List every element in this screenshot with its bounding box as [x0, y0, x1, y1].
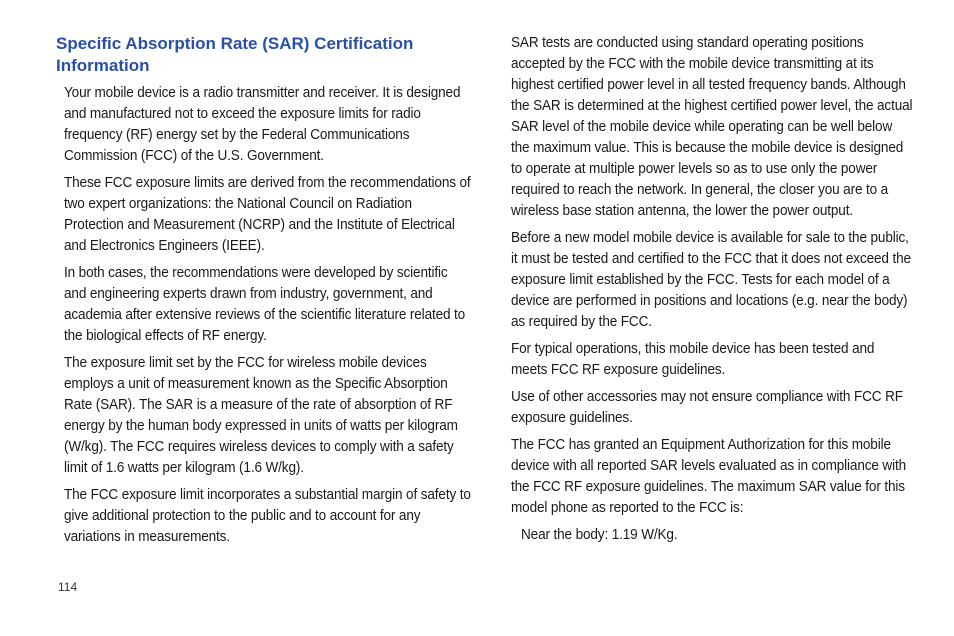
section-title: Specific Absorption Rate (SAR) Certification Information: [56, 34, 414, 75]
paragraph-accessories: Use of other accessories may not ensure compliance with FCC RF exposure guidelines.: [511, 389, 903, 426]
page-number: 114: [58, 580, 78, 594]
right-column: [511, 33, 916, 552]
paragraph-exposure-limits-origin: These FCC exposure limits are derived from the recommendations of two expert organizations: the National Council on Radiation Protection and Measurement (NCRP) and the Institute of Electrical and Electronics Engineers (IEEE).: [64, 175, 471, 254]
paragraph-radio-transmitter: Your mobile device is a radio transmitter and receiver. It is designed and manufactured not to exceed the exposure limits for radio frequency (RF) energy set by the Federal Communications Commission (FCC) of the U.S. Government.: [64, 85, 461, 164]
left-column: [56, 33, 471, 554]
paragraph-recommendations: In both cases, the recommendations were developed by scientific and engineering experts drawn from industry, government, and academia after extensive reviews of the scientific literature related to the biological effects of RF energy.: [64, 265, 466, 344]
paragraph-sar-definition: The exposure limit set by the FCC for wireless mobile devices employs a unit of measurement known as the Specific Absorption Rate (SAR). The SAR is a measure of the rate of absorption of RF energy by the human body expressed in units of watts per kilogram (W/kg). The FCC requires wireless devices to comply with a safety limit of 1.6 watts per kilogram (1.6 W/kg).: [64, 355, 458, 476]
paragraph-typical-operations: For typical operations, this mobile device has been tested and meets FCC RF exposure guidelines.: [511, 341, 875, 378]
paragraph-safety-margin: The FCC exposure limit incorporates a substantial margin of safety to give additional protection to the public and to account for any variations in measurements.: [64, 487, 471, 545]
paragraph-certification: Before a new model mobile device is available for sale to the public, it must be tested and certified to the FCC that it does not exceed the exposure limit established by the FCC. Tests for each model of a device are performed in positions and locations (e.g. near the body) as required by the FCC.: [511, 230, 911, 330]
paragraph-sar-tests: SAR tests are conducted using standard operating positions accepted by the FCC with the mobile device transmitting at its highest certified power level in all tested frequency bands. Although the SAR is determined at the highest certified power level, the actual SAR level of the mobile device while operating can be well below the maximum value. This is because the mobile device is designed to operate at multiple power levels so as to use only the power required to reach the network. In general, the closer you are to a wireless base station antenna, the lower the power output.: [511, 35, 913, 219]
sar-value: Near the body: 1.19 W/Kg.: [521, 527, 678, 543]
paragraph-equipment-authorization: The FCC has granted an Equipment Authorization for this mobile device with all reported SAR levels evaluated as in compliance with the FCC RF exposure guidelines. The maximum SAR value for this model phone as reported to the FCC is:: [511, 437, 907, 516]
